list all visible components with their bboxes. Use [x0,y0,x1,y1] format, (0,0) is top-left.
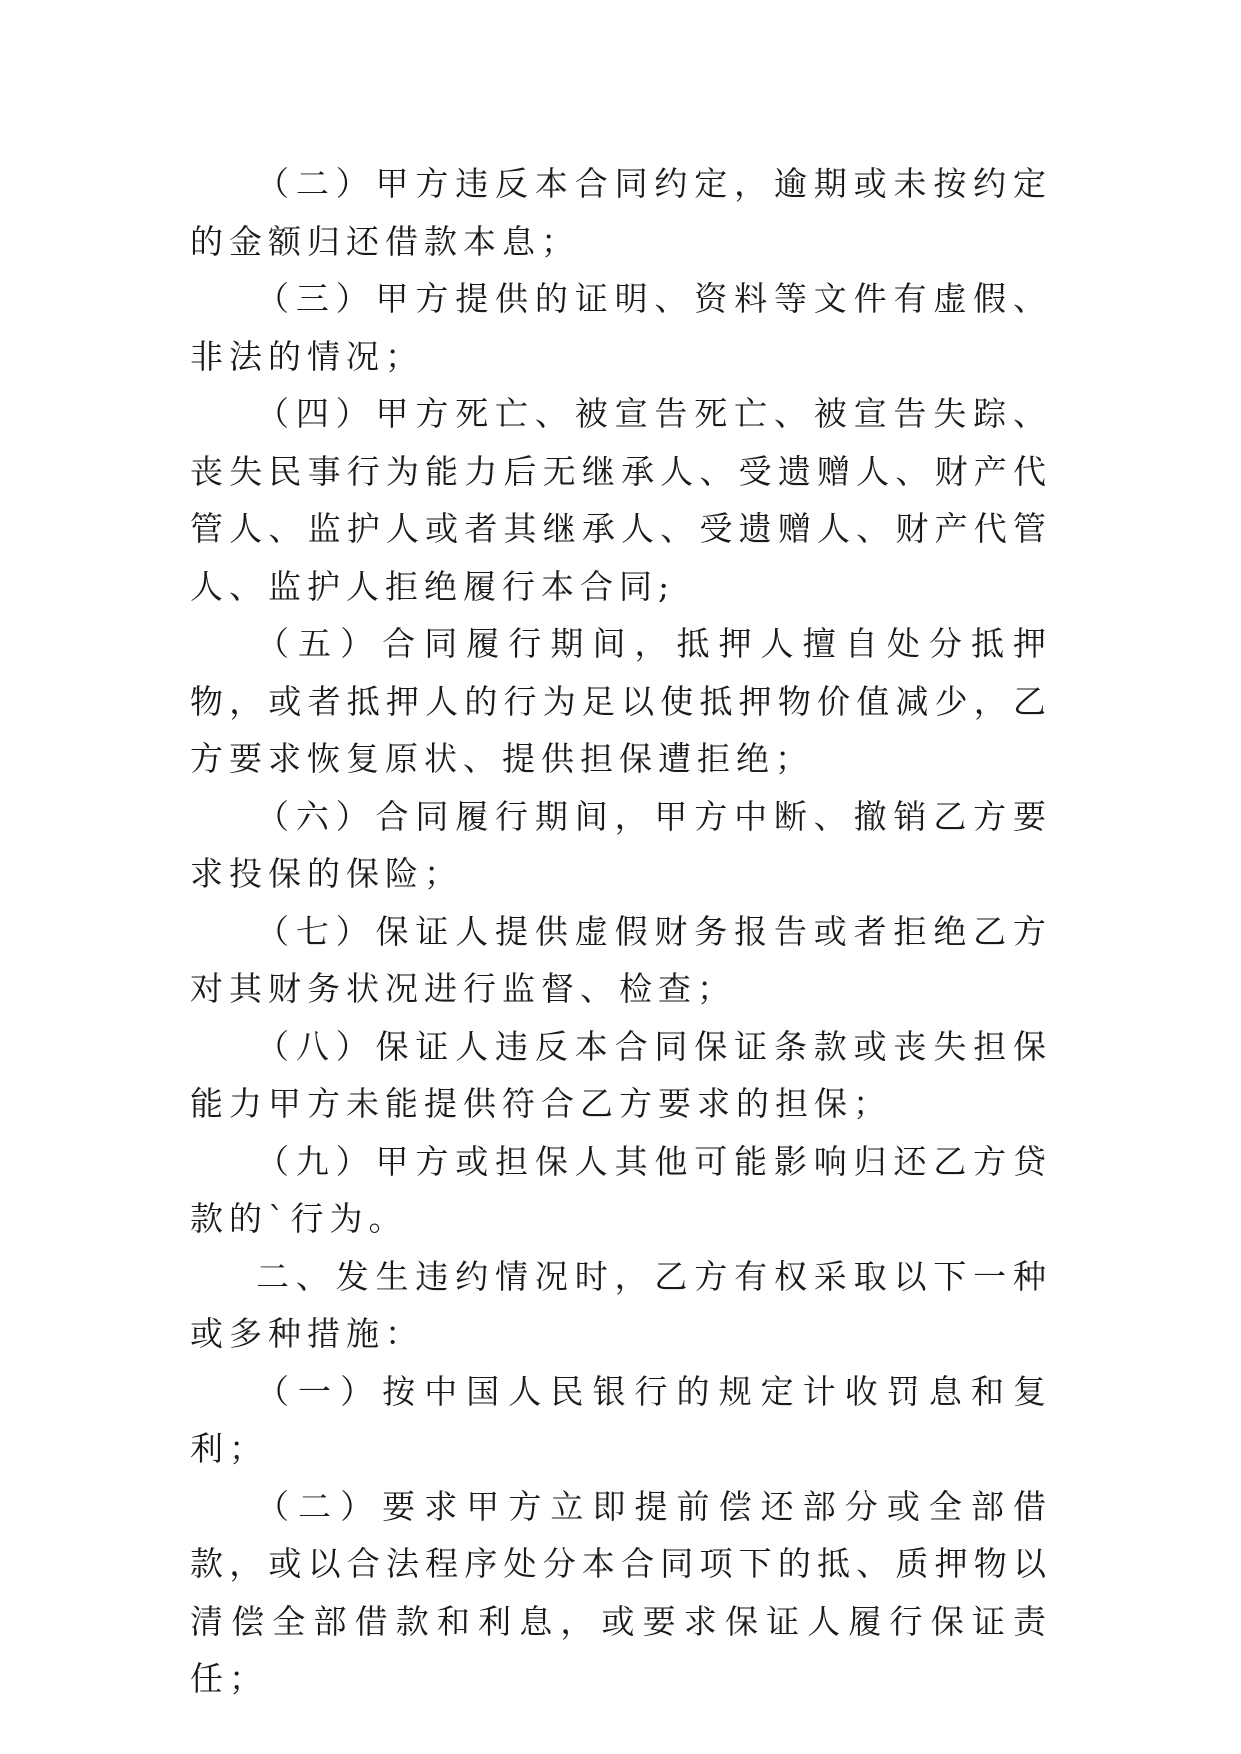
clause-paragraph: （六）合同履行期间，甲方中断、撤销乙方要求投保的保险； [190,796,1052,893]
clause-paragraph: （一）按中国人民银行的规定计收罚息和复利； [190,1371,1052,1468]
clause-paragraph: （四）甲方死亡、被宣告死亡、被宣告失踪、丧失民事行为能力后无继承人、受遗赠人、财产代管人、监护人或者其继承人、受遗赠人、财产代管人、监护人拒绝履行本合同; [190,394,1052,606]
clause-paragraph: （二）要求甲方立即提前偿还部分或全部借款，或以合法程序处分本合同项下的抵、质押物以清偿全部借款和利息，或要求保证人履行保证责任； [190,1486,1052,1698]
section-heading-paragraph: 二、发生违约情况时，乙方有权采取以下一种或多种措施： [190,1256,1052,1353]
clause-paragraph: （五）合同履行期间，抵押人擅自处分抵押物，或者抵押人的行为足以使抵押物价值减少，乙方要求恢复原状、提供担保遭拒绝； [190,624,1052,778]
clause-paragraph: （三）甲方提供的证明、资料等文件有虚假、非法的情况； [190,279,1052,376]
document-page [190,155,1052,1708]
clause-paragraph: （二）甲方违反本合同约定，逾期或未按约定的金额归还借款本息； [190,164,1052,261]
clause-paragraph: （九）甲方或担保人其他可能影响归还乙方贷款的`行为。 [190,1141,1052,1238]
clause-paragraph: （八）保证人违反本合同保证条款或丧失担保能力甲方未能提供符合乙方要求的担保； [190,1026,1052,1123]
clause-paragraph: （七）保证人提供虚假财务报告或者拒绝乙方对其财务状况进行监督、检查； [190,911,1052,1008]
